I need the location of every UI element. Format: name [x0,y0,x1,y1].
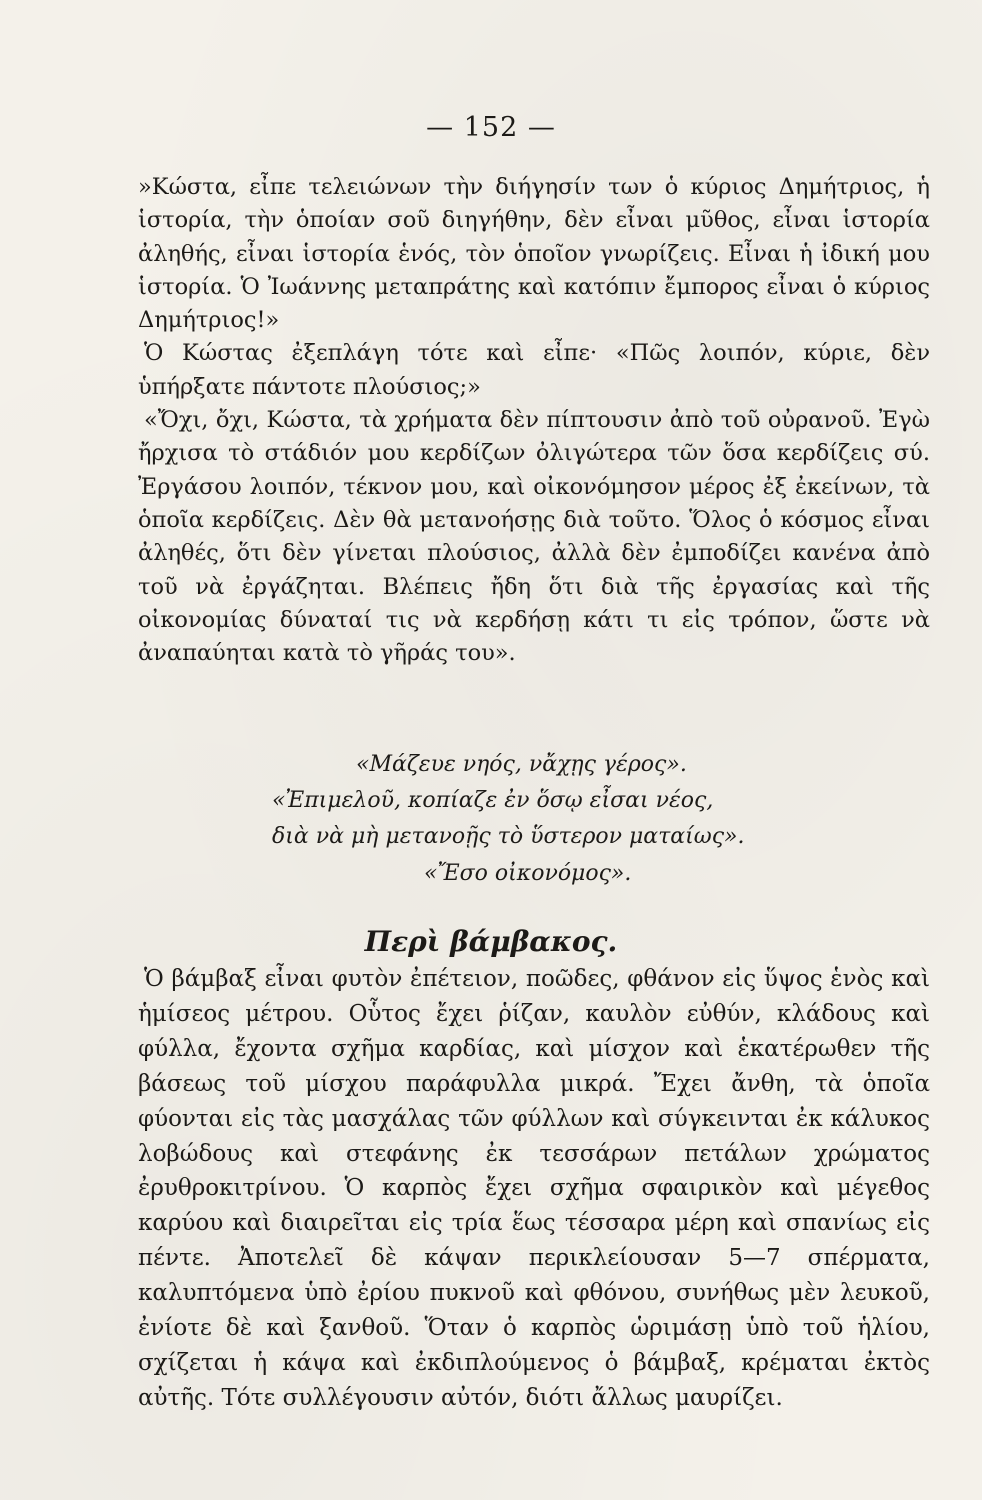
section-heading: Περὶ βάμβακος. [364,925,618,958]
verse-line-1: «Μάζευε νηός, νἄχῃς γέρος». [356,752,687,777]
paragraph-cotton: Ὁ βάμβαξ εἶναι φυτὸν ἐπέτειον, ποῶδες, φθάνον εἰς ὕψος ἑνὸς καὶ ἡμίσεος μέτρου. Οὗτος ἔχει ῥίζαν, καυλὸν εὐθύν, κλάδους καὶ φύλλα, ἔχοντα σχῆμα καρδίας, καὶ μίσχον καὶ ἑκατέρωθεν τῆς βάσεως τοῦ μίσχου παράφυλλα μικρά. Ἔχει ἄνθη, τὰ ὁποῖα φύονται εἰς τὰς μασχάλας τῶν φύλλων καὶ σύγκεινται ἐκ κάλυκος λοβώδους καὶ στεφάνης ἐκ τεσσάρων πετάλων χρώματος ἐρυθροκιτρίνου. Ὁ καρπὸς ἔχει σχῆμα σφαιρικὸν καὶ μέγεθος καρύου καὶ διαιρεῖται εἰς τρία ἕως τέσσαρα μέρη καὶ σπανίως εἰς πέντε. Ἀποτελεῖ δὲ κάψαν περικλείουσαν 5—7 σπέρματα, καλυπτόμενα ὑπὸ ἐρίου πυκνοῦ καὶ φθόνου, συνήθως μὲν λευκοῦ, ἐνίοτε δὲ καὶ ξανθοῦ. Ὅταν ὁ καρπὸς ὡριμάσῃ ὑπὸ τοῦ ἡλίου, σχίζεται ἡ κάψα καὶ ἐκδιπλούμενος ὁ βάμβαξ, κρέμαται ἐκτὸς αὐτῆς. Τότε συλλέγουσιν αὐτόν, διότι ἄλλως μαυρίζει. [138,966,930,1411]
dialogue-text [138,171,930,670]
paragraph-3: «Ὄχι, ὄχι, Κώστα, τὰ χρήματα δὲν πίπτουσιν ἀπὸ τοῦ οὐρανοῦ. Ἐγὼ ἤρχισα τὸ στάδιόν μου κερδίζων ὀλιγώτερα τῶν ὅσα κερδίζεις σύ. Ἐργάσου λοιπόν, τέκνον μου, καὶ οἰκονόμησον μέρος ἐξ ἐκείνων, τὰ ὁποῖα κερδίζεις. Δὲν θὰ μετανοήσῃς διὰ τοῦτο. Ὅλος ὁ κόσμος εἶναι ἀληθές, ὅτι δὲν γίνεται πλούσιος, ἀλλὰ δὲν ἐμποδίζει κανένα ἀπὸ τοῦ νὰ ἐργάζηται. Βλέπεις ἤδη ὅτι διὰ τῆς ἐργασίας καὶ τῆς οἰκονομίας δύναταί τις νὰ κερδήσῃ κάτι τι εἰς τρόπον, ὥστε νὰ ἀναπαύηται κατὰ τὸ γῆράς του». [138,407,930,667]
paragraph-1: »Κώστα, εἶπε τελειώνων τὴν διήγησίν των ὁ κύριος Δημήτριος, ἡ ἱστορία, τὴν ὁποίαν σοῦ διηγήθην, δὲν εἶναι μῦθος, εἶναι ἱστορία ἀληθής, εἶναι ἱστορία ἑνός, τὸν ὁποῖον γνωρίζεις. Εἶναι ἡ ἰδική μου ἱστορία. Ὁ Ἰωάννης μεταπράτης καὶ κατόπιν ἔμπορος εἶναι ὁ κύριος Δημήτριος!» [138,174,930,334]
verse-line-3: διὰ νὰ μὴ μετανοῇς τὸ ὕστερον ματαίως». [272,824,745,849]
paragraph-2: Ὁ Κώστας ἐξεπλάγη τότε καὶ εἶπε· «Πῶς λοιπόν, κύριε, δὲν ὑπήρξατε πάντοτε πλούσιος;» [138,340,930,400]
cotton-text [138,962,930,1416]
verse-line-4: «Ἔσο οἰκονόμος». [424,861,632,886]
page-number: — 152 — [426,112,556,143]
verse-line-2: «Ἐπιμελοῦ, κοπίαζε ἐν ὅσῳ εἶσαι νέος, [272,788,714,813]
